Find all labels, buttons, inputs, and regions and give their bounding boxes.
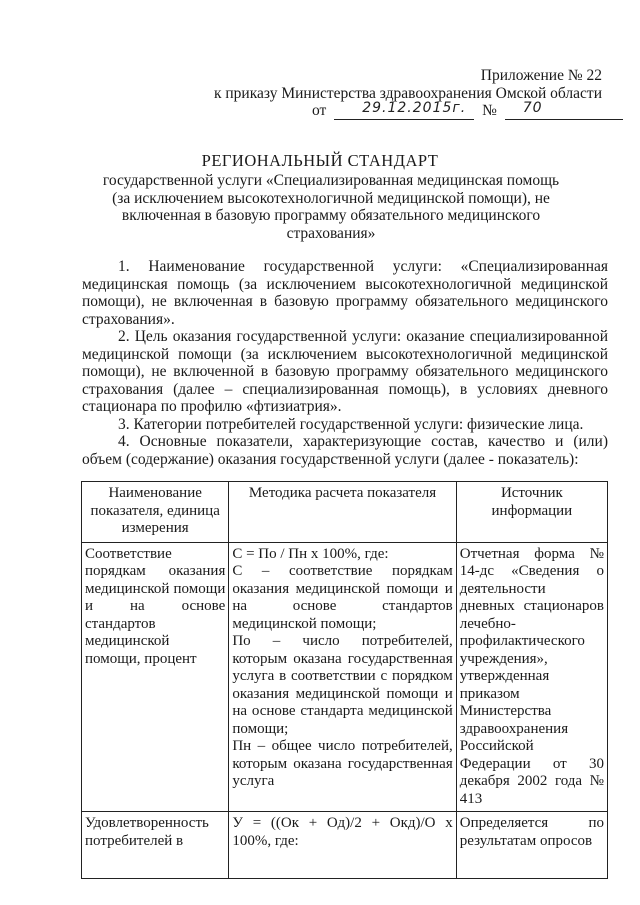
paragraph-3: 3. Категории потребителей государственной услуги: физические лица. [118,415,584,433]
from-label: от [312,102,327,119]
date-handwritten: 29.12.2015г. [362,100,467,116]
indicators-table [81,481,608,879]
cell-calculation-method: У = ((Ок + Од)/2 + Окд)/О х 100%, где: [229,812,456,879]
number-label: № [482,102,497,119]
cell-indicator-name: Соответствие порядкам оказания медицинской помощи и на основе стандартов медицинской помощи, процент [82,542,229,812]
appendix-number: Приложение № 22 [480,67,602,84]
table-row [82,542,608,812]
appendix-order-ref: к приказу Министерства здравоохранения Омской области [213,85,602,102]
cell-information-source: Определяется по результатам опросов [456,812,607,879]
document-title: РЕГИОНАЛЬНЫЙ СТАНДАРТ [201,151,439,170]
table-row [82,812,608,879]
number-field [505,100,623,120]
cell-information-source: Отчетная форма № 14-дс «Сведения о деятельности дневных стационаров лечебно-профилактического учреждения», утвержденная приказом Министерства здравоохранения Российской Федерации от 30 декабря 2002 года № 413 [456,542,607,812]
paragraph-2: 2. Цель оказания государственной услуги: оказание специализированной медицинской помощи (за исключением высокотехнологичной медицинской помощи), не включенной в базовую программу обязательного медицинского страхования (далее – специализированная помощь), в условиях дневного стационара по профилю «фтизиатрия». [82,328,608,415]
header-indicator-name: Наименование показателя, единица измерения [82,482,229,543]
header-information-source: Источник информации [456,482,607,543]
cell-calculation-method: С = По / Пн х 100%, где: С – соответствие порядкам оказания медицинской помощи и на основе стандартов медицинской помощи; По – число потребителей, которым оказана государственная услуга в соответствии с порядком оказания медицинской помощи и на основе стандарта медицинской помощи; Пн – общее число потребителей, которым оказана государственная услуга [229,542,456,812]
number-handwritten: 70 [522,100,543,116]
table-header-row [82,482,608,543]
header-calculation-method: Методика расчета показателя [229,482,456,543]
cell-indicator-name: Удовлетворенность потребителей в [82,812,229,879]
paragraph-4: 4. Основные показатели, характеризующие состав, качество и (или) объем (содержание) оказания государственной услуги (далее - показатель): [82,433,608,468]
paragraph-1: 1. Наименование государственной услуги: «Специализированная медицинская помощь (за исключением высокотехнологичной медицинской помощи), не включенная в базовую программу обязательного медицинского страхования». [82,258,608,328]
document-subtitle: государственной услуги «Специализированная медицинская помощь (за исключением высокотехнологичной медицинской помощи), не включенная в базовую программу обязательного медицинского страхования» [102,172,560,242]
order-date-number-line [312,102,623,120]
body-paragraphs [82,258,608,468]
date-field [334,100,474,120]
